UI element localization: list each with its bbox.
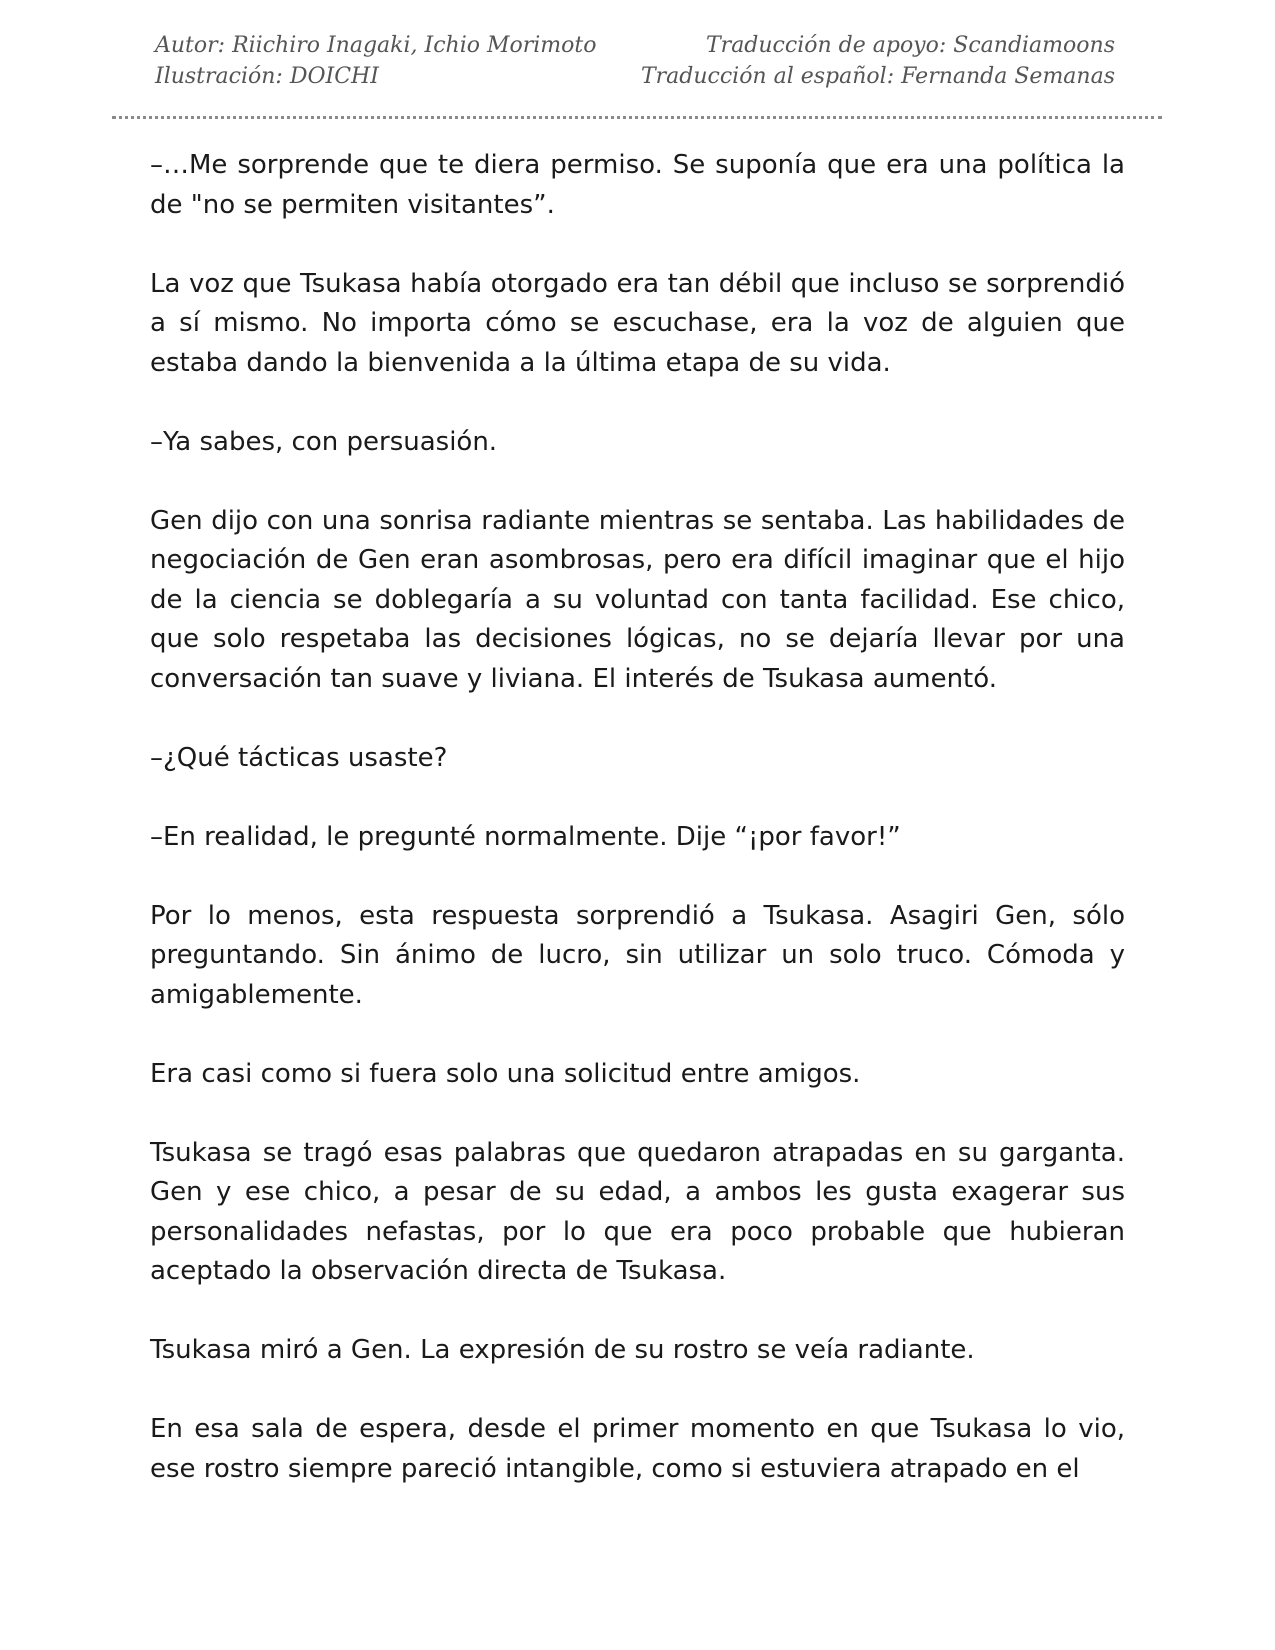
header-credits-left: [155, 30, 596, 92]
paragraph: –En realidad, le pregunté normalmente. Dije “¡por favor!”: [150, 821, 901, 852]
page-body: [150, 146, 1125, 1489]
paragraph: Tsukasa se tragó esas palabras que quedaron atrapadas en su garganta. Gen y ese chico, a pesar de su edad, a ambos les gusta exagerar sus personalidades nefastas, por lo que era poco probable que hubieran aceptado la observación directa de Tsukasa.: [150, 1137, 1125, 1286]
spanish-translation-credit: Traducción al español: Fernanda Semanas: [640, 64, 1115, 89]
author-credit: Autor: Riichiro Inagaki, Ichio Morimoto: [155, 33, 597, 58]
paragraph: –¿Qué tácticas usaste?: [150, 742, 448, 773]
header-credits-right: [641, 30, 1115, 92]
paragraph: Gen dijo con una sonrisa radiante mientras se sentaba. Las habilidades de negociación de Gen eran asombrosas, pero era difícil imaginar que el hijo de la ciencia se doblegaría a su voluntad con tanta facilidad. Ese chico, que solo respetaba las decisiones lógicas, no se dejaría llevar por una conversación tan suave y liviana. El interés de Tsukasa aumentó.: [150, 505, 1125, 694]
illustration-credit: Ilustración: DOICHI: [155, 64, 379, 89]
paragraph: En esa sala de espera, desde el primer momento en que Tsukasa lo vio, ese rostro siempre pareció intangible, como si estuviera atrapado en el: [150, 1414, 1125, 1484]
support-translation-credit: Traducción de apoyo: Scandiamoons: [706, 33, 1115, 58]
page-header: [155, 30, 1115, 100]
paragraph: –Ya sabes, con persuasión.: [150, 426, 498, 457]
header-divider: [112, 116, 1162, 119]
paragraph: –…Me sorprende que te diera permiso. Se suponía que era una política la de "no se permiten visitantes”.: [150, 150, 1125, 220]
paragraph: Era casi como si fuera solo una solicitud entre amigos.: [150, 1058, 861, 1089]
paragraph: Tsukasa miró a Gen. La expresión de su rostro se veía radiante.: [150, 1335, 975, 1365]
paragraph: La voz que Tsukasa había otorgado era tan débil que incluso se sorprendió a sí mismo. No importa cómo se escuchase, era la voz de alguien que estaba dando la bienvenida a la última etapa de su vida.: [150, 268, 1125, 378]
paragraph: Por lo menos, esta respuesta sorprendió a Tsukasa. Asagiri Gen, sólo preguntando. Sin ánimo de lucro, sin utilizar un solo truco. Cómoda y amigablemente.: [150, 900, 1125, 1010]
